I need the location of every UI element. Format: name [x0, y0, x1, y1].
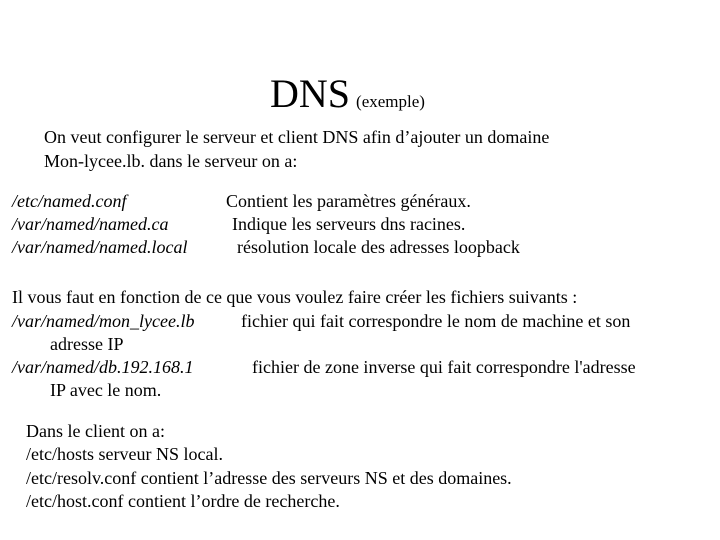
file-path-named-local: /var/named/named.local [12, 237, 188, 257]
title-sub: (exemple) [356, 92, 425, 111]
instructions-heading: Il vous faut en fonction de ce que vous voulez faire créer les fichiers suivants : [12, 287, 578, 307]
client-resolv: /etc/resolv.conf contient l’adresse des serveurs NS et des domaines. [26, 468, 512, 488]
intro-line-2: Mon-lycee.lb. dans le serveur on a: [44, 151, 298, 171]
slide-title [270, 72, 425, 124]
file-desc-named-local: résolution locale des adresses loopback [237, 237, 520, 257]
file-path-named-conf: /etc/named.conf [12, 191, 127, 211]
client-host-conf: /etc/host.conf contient l’ordre de recherche. [26, 491, 340, 511]
file-desc-mon-lycee: fichier qui fait correspondre le nom de machine et son [241, 311, 631, 331]
client-hosts: /etc/hosts serveur NS local. [26, 444, 223, 464]
file-path-mon-lycee: /var/named/mon_lycee.lb [12, 311, 195, 331]
file-path-db-reverse: /var/named/db.192.168.1 [12, 357, 194, 377]
file-path-named-ca: /var/named/named.ca [12, 214, 169, 234]
file-desc-named-conf: Contient les paramètres généraux. [226, 191, 471, 211]
file-desc-db-reverse: fichier de zone inverse qui fait correspondre l'adresse [252, 357, 636, 377]
file-desc-named-ca: Indique les serveurs dns racines. [232, 214, 466, 234]
file-desc-db-reverse-cont: IP avec le nom. [50, 380, 162, 400]
file-desc-mon-lycee-cont: adresse IP [50, 334, 124, 354]
intro-line-1: On veut configurer le serveur et client DNS afin d’ajouter un domaine [44, 127, 550, 147]
client-heading: Dans le client on a: [26, 421, 165, 441]
title-main: DNS [270, 71, 351, 116]
